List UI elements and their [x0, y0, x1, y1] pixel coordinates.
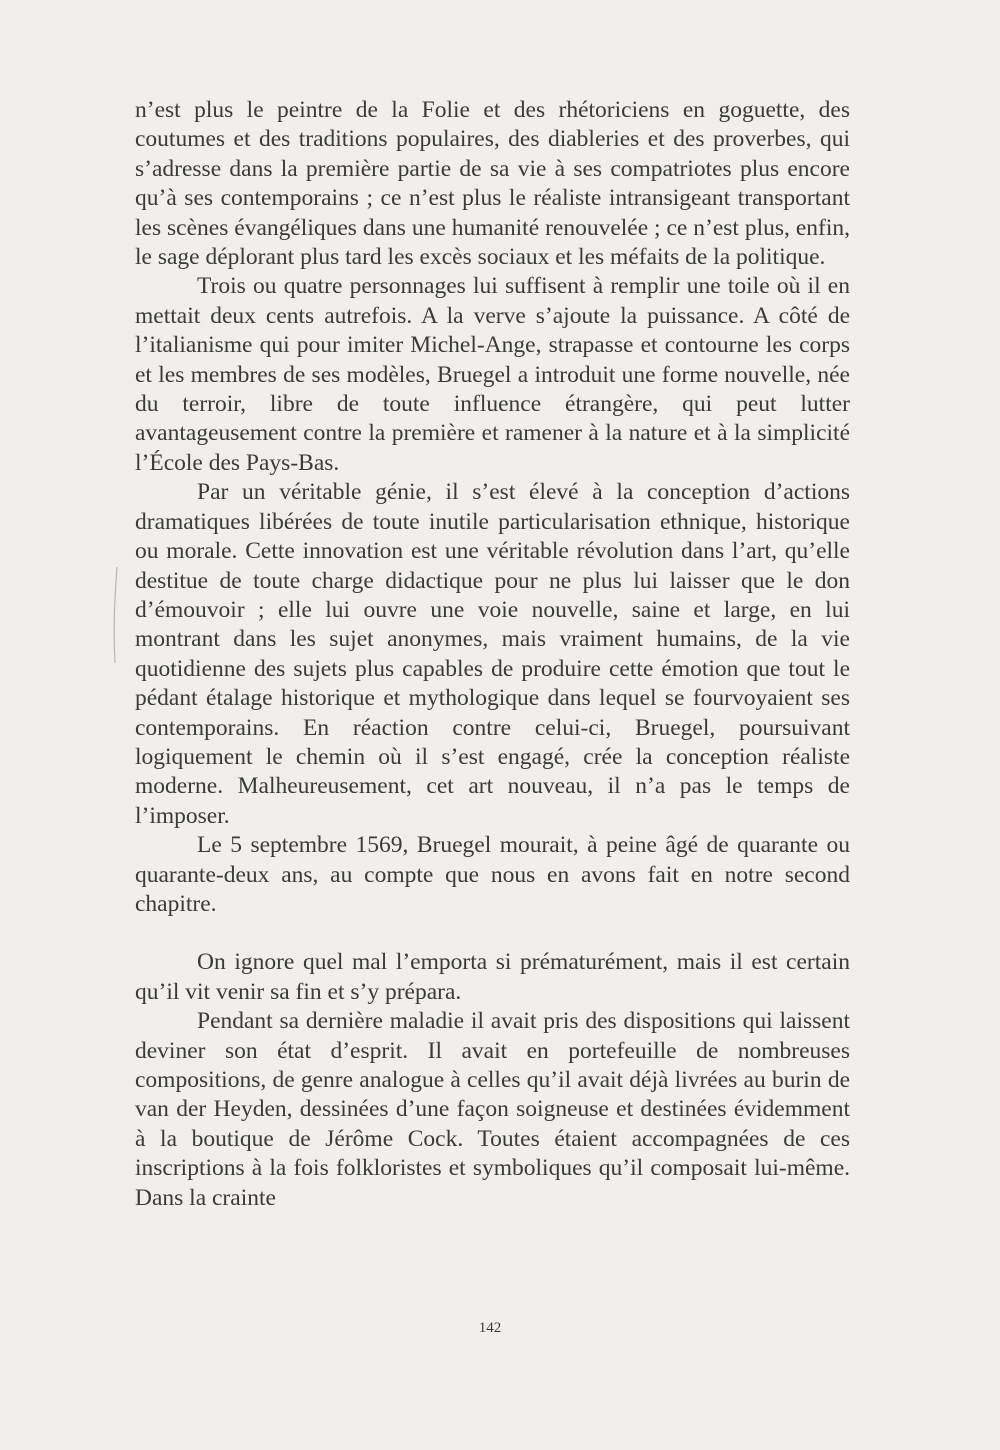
- paragraph-5: On ignore quel mal l’emporta si prématurément, mais il est certain qu’il vit venir sa fin et s’y prépara.: [135, 949, 850, 1005]
- paragraph-3: Par un véritable génie, il s’est élevé à la conception d’actions dramatiques libérées de toute inutile particularisation ethnique, historique ou morale. Cette innovation est une véritable révolution dans l’art, qu’elle destitue de toute charge didactique pour ne plus lui laisser que le don d’émouvoir ; elle lui ouvre une voie nouvelle, saine et large, en lui montrant dans les sujet anonymes, mais vraiment humains, de la vie quotidienne des sujets plus capables de produire cette émotion que tout le pédant étalage historique et mythologique dans lequel se fourvoyaient ses contemporains. En réaction contre celui-ci, Bruegel, poursuivant logiquement le chemin où il s’est engagé, crée la conception réaliste moderne. Malheureusement, cet art nouveau, il n’a pas le temps de l’imposer.: [135, 479, 850, 829]
- pencil-margin-mark: [112, 565, 118, 665]
- paragraph-6: Pendant sa dernière maladie il avait pris des dispositions qui laissent deviner son état d’esprit. Il avait en portefeuille de nombreuses compositions, de genre analogue à celles qu’il avait déjà livrées au burin de van der Heyden, dessinées d’une façon soigneuse et destinées évidemment à la boutique de Jérôme Cock. Toutes étaient accompagnées de ces inscriptions à la fois folkloristes et symboliques qu’il composait lui-même. Dans la crainte: [135, 1008, 850, 1211]
- page-number: 142: [478, 1320, 502, 1336]
- paragraph-4: Le 5 septembre 1569, Bruegel mourait, à peine âgé de quarante ou quarante-deux ans, au compte que nous en avons fait en notre second chapitre.: [135, 832, 850, 917]
- paragraph-1: n’est plus le peintre de la Folie et des rhétoriciens en goguette, des coutumes et des traditions populaires, des diableries et des proverbes, qui s’adresse dans la première partie de sa vie à ses compatriotes plus encore qu’à ses contemporains ; ce n’est plus le réaliste intransigeant transportant les scènes évangéliques dans une humanité renouvelée ; ce n’est plus, enfin, le sage déplorant plus tard les excès sociaux et les méfaits de la politique.: [135, 97, 850, 271]
- paragraph-2: Trois ou quatre personnages lui suffisent à remplir une toile où il en mettait deux cents autrefois. A la verve s’ajoute la puissance. A côté de l’italianisme qui pour imiter Michel-Ange, strapasse et contourne les corps et les membres de ses modèles, Bruegel a introduit une forme nouvelle, née du terroir, libre de toute influence étrangère, qui peut lutter avantageusement contre la première et ramener à la nature et à la simplicité l’École des Pays-Bas.: [135, 273, 850, 476]
- body-text: [135, 96, 850, 1213]
